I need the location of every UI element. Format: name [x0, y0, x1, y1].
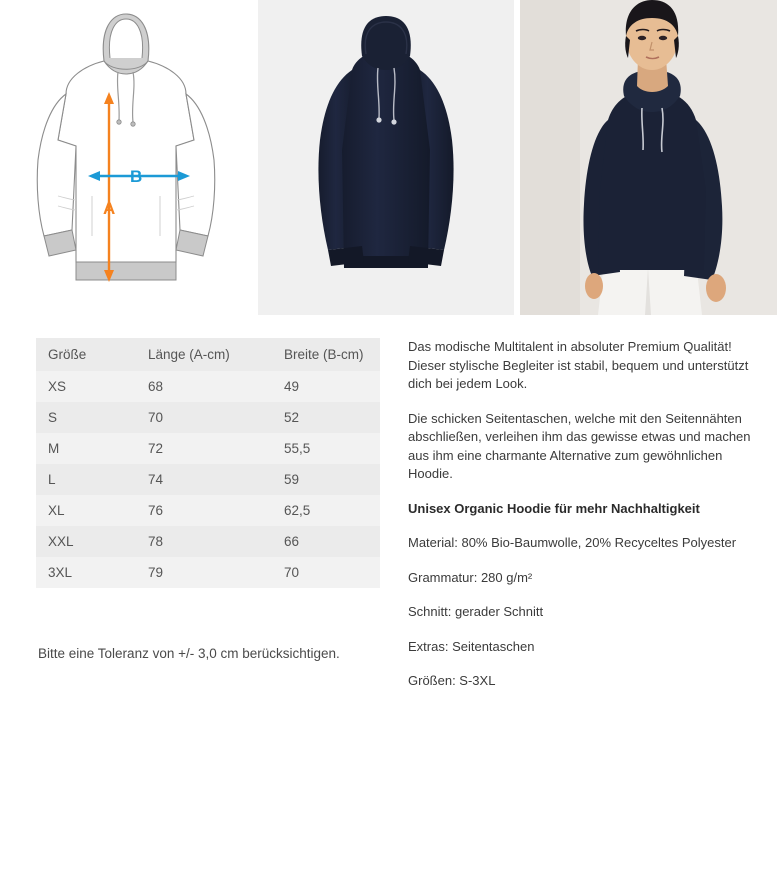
- technical-drawing-cell: [0, 0, 252, 315]
- product-photo: [258, 0, 514, 315]
- model-photo-svg: [520, 0, 777, 315]
- cell-size: S: [36, 402, 136, 433]
- table-row: [36, 495, 380, 526]
- description-paragraph-1: Das modische Multitalent in absoluter Premium Qualität! Dieser stylische Begleiter ist stabil, bequem und unterstützt dich bei jedem Look.: [408, 339, 749, 391]
- column-header-width: Breite (B-cm): [272, 338, 380, 371]
- cell-length: 76: [136, 495, 272, 526]
- hoodie-technical-svg: [0, 0, 252, 315]
- column-header-size: Größe: [36, 338, 136, 371]
- measure-b-label: B: [130, 167, 143, 186]
- cell-width: 66: [272, 526, 380, 557]
- cell-width: 62,5: [272, 495, 380, 526]
- cell-length: 72: [136, 433, 272, 464]
- measure-a-label: A: [103, 199, 116, 218]
- spec-sizes: Größen: S-3XL: [408, 673, 496, 688]
- table-row: [36, 526, 380, 557]
- spec-cut: Schnitt: gerader Schnitt: [408, 604, 544, 619]
- cell-size: XS: [36, 371, 136, 402]
- column-header-length: Länge (A-cm): [136, 338, 272, 371]
- description-paragraph-2: Die schicken Seitentaschen, welche mit den Seitennähten abschließen, verleihen ihm das gewisse etwas und machen aus ihm eine charmante Alternative zum gewöhnlichen Hoodie.: [408, 410, 751, 481]
- cell-width: 49: [272, 371, 380, 402]
- product-photo-cell: [258, 0, 514, 315]
- cell-size: XXL: [36, 526, 136, 557]
- spec-weight: Grammatur: 280 g/m²: [408, 569, 533, 585]
- cell-width: 52: [272, 402, 380, 433]
- cell-width: 55,5: [272, 433, 380, 464]
- tolerance-note: Bitte eine Toleranz von +/- 3,0 cm berücksichtigen.: [38, 646, 340, 661]
- content-area: [0, 315, 777, 707]
- hoodie-product-svg: [258, 0, 514, 315]
- description-heading: Unisex Organic Hoodie für mehr Nachhaltigkeit: [408, 500, 700, 516]
- cell-length: 74: [136, 464, 272, 495]
- cell-size: L: [36, 464, 136, 495]
- cell-size: 3XL: [36, 557, 136, 588]
- cell-width: 70: [272, 557, 380, 588]
- spec-extras: Extras: Seitentaschen: [408, 638, 535, 654]
- size-table: [36, 338, 380, 588]
- image-strip: [0, 0, 777, 315]
- cell-size: XL: [36, 495, 136, 526]
- model-photo-cell: [520, 0, 777, 315]
- cell-length: 78: [136, 526, 272, 557]
- table-row: [36, 371, 380, 402]
- cell-size: M: [36, 433, 136, 464]
- model-photo: [520, 0, 777, 315]
- technical-drawing: [0, 0, 252, 315]
- table-row: [36, 433, 380, 464]
- table-row: [36, 464, 380, 495]
- description-column: [380, 338, 777, 707]
- table-row: [36, 402, 380, 433]
- spec-material: Material: 80% Bio-Baumwolle, 20% Recyceltes Polyester: [408, 535, 737, 550]
- table-row: [36, 557, 380, 588]
- cell-length: 68: [136, 371, 272, 402]
- table-header-row: [36, 338, 380, 371]
- cell-length: 70: [136, 402, 272, 433]
- cell-width: 59: [272, 464, 380, 495]
- size-table-column: [0, 338, 380, 707]
- cell-length: 79: [136, 557, 272, 588]
